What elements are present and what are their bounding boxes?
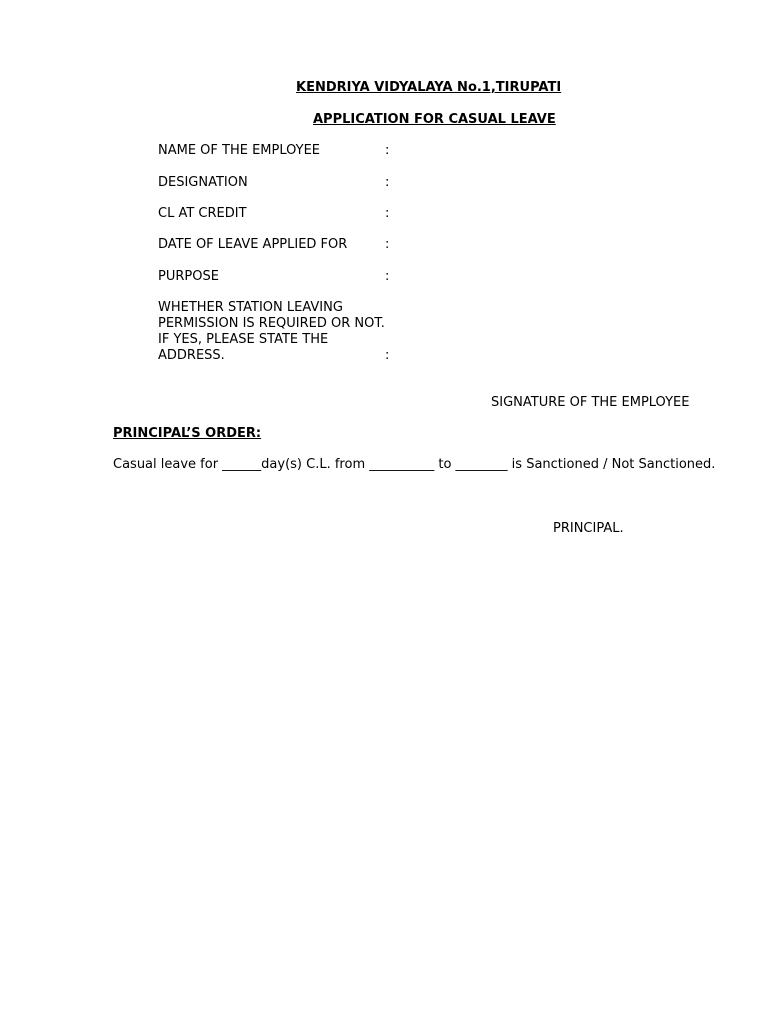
field-colon: : <box>385 269 390 284</box>
field-colon: : <box>385 348 390 363</box>
field-colon: : <box>385 237 390 252</box>
station-leaving-label <box>158 300 385 364</box>
station-line: IF YES, PLEASE STATE THE <box>158 332 329 347</box>
order-text: Casual leave for ______day(s) C.L. from __________ to ________ is Sanctioned / Not Sanctioned. <box>113 457 716 472</box>
station-line: PERMISSION IS REQUIRED OR NOT. <box>158 316 385 331</box>
field-label-designation: DESIGNATION <box>158 175 248 190</box>
field-colon: : <box>385 143 390 158</box>
field-label-leave-date: DATE OF LEAVE APPLIED FOR <box>158 237 348 252</box>
principal-label: PRINCIPAL. <box>553 521 624 536</box>
principal-order-heading: PRINCIPAL’S ORDER: <box>113 426 262 441</box>
station-line: ADDRESS. <box>158 348 225 363</box>
field-label-purpose: PURPOSE <box>158 269 219 284</box>
field-colon: : <box>385 206 390 221</box>
field-colon: : <box>385 175 390 190</box>
station-line: WHETHER STATION LEAVING <box>158 300 343 315</box>
school-title: KENDRIYA VIDYALAYA No.1,TIRUPATI <box>296 80 562 95</box>
field-label-cl-credit: CL AT CREDIT <box>158 206 247 221</box>
signature-label: SIGNATURE OF THE EMPLOYEE <box>491 395 690 410</box>
field-label-name: NAME OF THE EMPLOYEE <box>158 143 321 158</box>
form-title: APPLICATION FOR CASUAL LEAVE <box>313 112 556 127</box>
